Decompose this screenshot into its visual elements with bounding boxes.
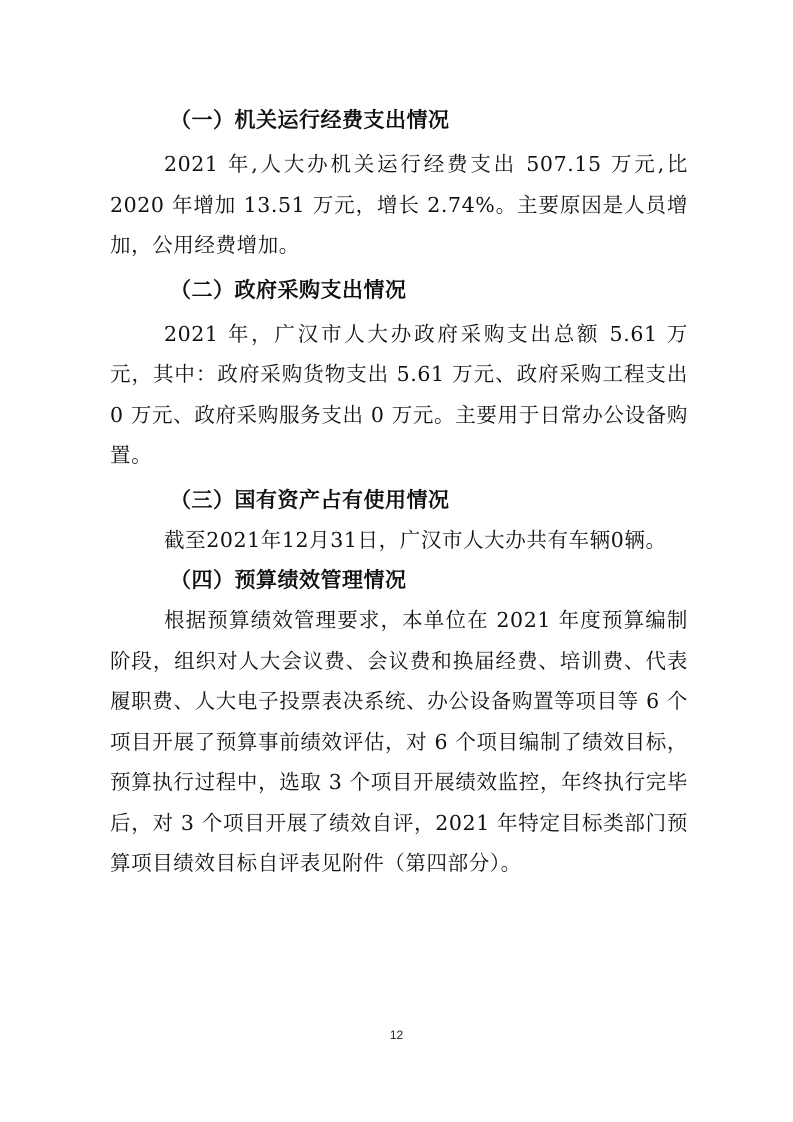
section-heading-performance-management: （四）预算绩效管理情况 <box>170 568 407 592</box>
section-heading-operating-expenses: （一）机关运行经费支出情况 <box>170 108 450 132</box>
page-number: 12 <box>389 1028 404 1042</box>
document-body <box>110 100 688 884</box>
section-heading-procurement: （二）政府采购支出情况 <box>170 277 407 302</box>
section-paragraph-operating-expenses: 2021 年,人大办机关运行经费支出 507.15 万元,比 2020 年增加 13.51 万元，增长 2.74%。主要原因是人员增加，公用经费增加。 <box>110 152 688 257</box>
section-paragraph-state-assets: 截至2021年12月31日，广汉市人大办共有车辆0辆。 <box>164 527 667 552</box>
section-heading-state-assets: （三）国有资产占有使用情况 <box>170 487 450 512</box>
section-paragraph-performance-management: 根据预算绩效管理要求，本单位在 2021 年度预算编制阶段，组织对人大会议费、会议费和换届经费、培训费、代表履职费、人大电子投票表决系统、办公设备购置等项目等 6 个项目开展了预算事前绩效评估，对 6 个项目编制了绩效目标，预算执行过程中，选取 3 个项目开展绩效监控，年终执行完毕后，对 3 个项目开展了绩效自评，2021 年特定目标类部门预算项目绩效目标自评表见附件（第四部分）。 <box>110 608 688 875</box>
section-paragraph-procurement: 2021 年，广汉市人大办政府采购支出总额 5.61 万元，其中：政府采购货物支出 5.61 万元、政府采购工程支出 0 万元、政府采购服务支出 0 万元。主要用于日常办公设备购置。 <box>110 321 688 467</box>
